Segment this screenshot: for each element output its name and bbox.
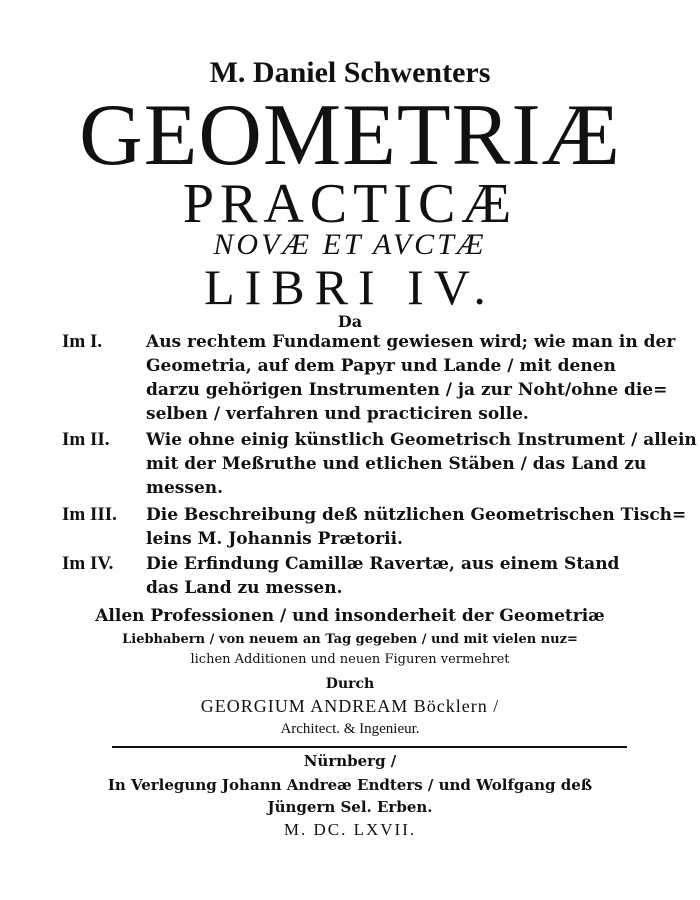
part-text: [146, 428, 697, 500]
part-line: selben / verfahren und practiciren solle.: [146, 404, 529, 424]
imprint-publisher-line-1: In Verlegung Johann Andreæ Endters / und Wolfgang deß: [107, 776, 593, 794]
part-line: das Land zu messen.: [146, 578, 343, 598]
part-line: Die Beschreibung deß nützlichen Geometrischen Tisch=: [146, 505, 687, 525]
dedication-line-1: Allen Professionen / und insonderheit der Geometriæ: [95, 606, 605, 626]
horizontal-rule: [112, 746, 627, 748]
imprint-year: M. DC. LXVII.: [283, 820, 417, 839]
part-line: darzu gehörigen Instrumenten / ja zur Noht/ohne die=: [146, 380, 668, 400]
part-line: mit der Meßruthe und etlichen Stäben / das Land zu: [146, 454, 647, 474]
durch-word: Durch: [325, 676, 375, 692]
title-libri-iv: LIBRI IV.: [204, 259, 496, 315]
dedication-line-2: Liebhabern / von neuem an Tag gegeben / und mit vielen nuz=: [122, 632, 578, 647]
part-text: [146, 552, 686, 600]
part-line: leins M. Johannis Prætorii.: [146, 529, 403, 549]
author-line: M. Daniel Schwenters: [209, 56, 491, 89]
part-line: Wie ohne einig künstlich Geometrisch Instrument / allein: [146, 430, 697, 450]
imprint-publisher-line-2: Jüngern Sel. Erben.: [267, 798, 433, 816]
part-line: messen.: [146, 478, 224, 498]
dedication-line-3: lichen Additionen und neuen Figuren vermehret: [190, 652, 510, 667]
part-line: Geometria, auf dem Papyr und Lande / mit denen: [146, 356, 616, 376]
part-label: Im III.: [62, 504, 117, 525]
part-label: Im IV.: [62, 553, 114, 574]
editor-title: Architect. & Ingenieur.: [280, 721, 420, 737]
title-novae-et-auctae: NOVÆ ET AVCTÆ: [213, 228, 487, 261]
title-practicae: PRACTICÆ: [182, 173, 518, 235]
part-text: [146, 503, 686, 551]
part-line: Die Erfindung Camillæ Ravertæ, aus einem Stand: [146, 554, 620, 574]
title-geometriae: GEOMETRIÆ: [79, 87, 621, 184]
part-line: Aus rechtem Fundament gewiesen wird; wie man in der: [146, 332, 676, 352]
editor-name: GEORGIUM ANDREAM Böcklern /: [200, 696, 500, 716]
imprint-place: Nürnberg /: [303, 752, 397, 770]
part-label: Im I.: [62, 331, 103, 352]
part-label: Im II.: [62, 429, 110, 450]
da-word: Da: [337, 312, 363, 331]
part-text: [146, 330, 686, 426]
